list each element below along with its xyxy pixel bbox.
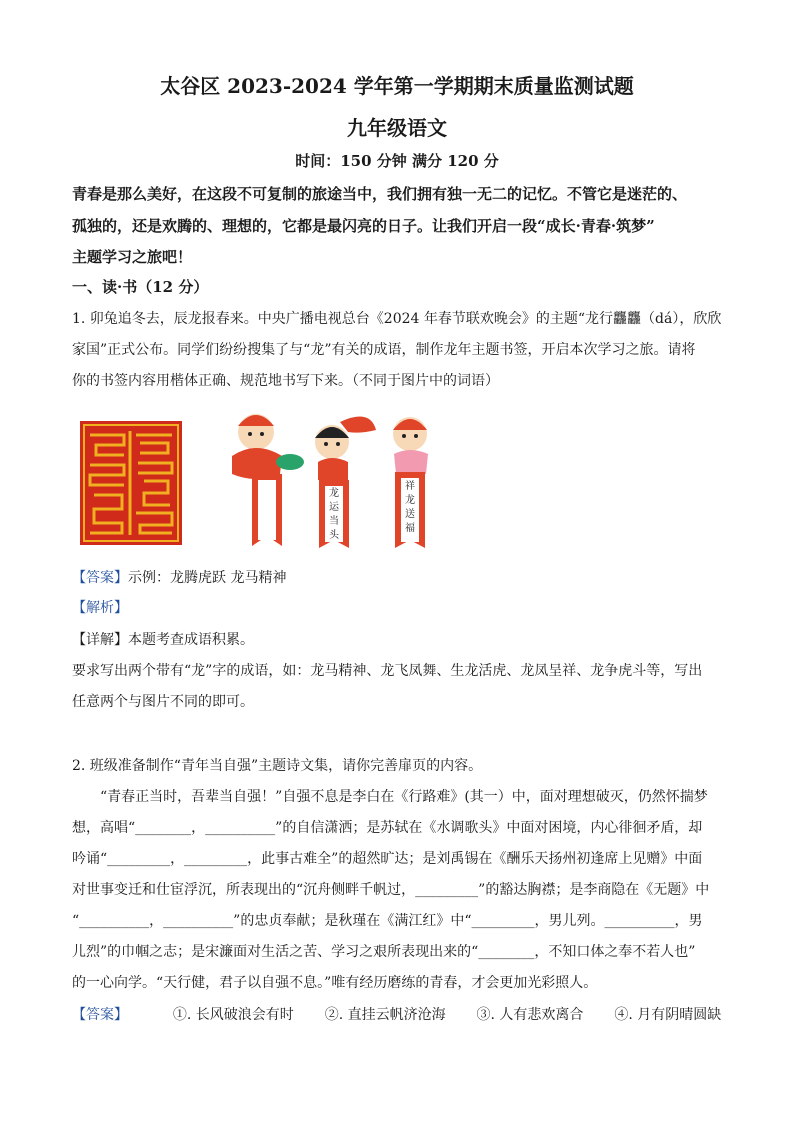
q2-line-1: 2. 班级准备制作“青年当自强”主题诗文集，请你完善扉页的内容。 [72,758,483,774]
q2-paragraph-2: 想，高唱“________，__________”的自信潇洒；是苏轼在《水调歌头》中面对困境，内心徘徊矛盾，却 [72,820,703,836]
bookmark-1 [232,414,304,546]
bookmark-3-char: 祥 [405,481,415,492]
q2-paragraph-3: 吟诵“_________，_________，此事古难全”的超然旷达；是刘禹锡在《酬乐天扬州初逢席上见赠》中面 [72,851,703,867]
bookmark-3-char: 福 [405,523,415,534]
answer-item [325,1007,446,1023]
q1-detail-row [72,629,254,649]
answer-text: . 长风破浪会有时 [186,1007,294,1023]
intro-line-3: 主题学习之旅吧！ [72,248,193,266]
answer-number: ④ [614,1007,629,1023]
intro-line-1: 青春是那么美好，在这段不可复制的旅途当中，我们拥有独一无二的记忆。不管它是迷茫的、 [72,185,688,203]
bookmark-2-char: 龙 [329,488,339,499]
answer-text: . 人有悲欢离合 [490,1007,584,1023]
q1-explain-2: 任意两个与图片不同的即可。 [72,694,254,710]
answer-text: . 月有阴晴圆缺 [628,1007,722,1023]
detail-tag: 【详解】 [72,632,128,648]
answer-tag: 【答案】 [72,570,128,586]
bookmark-2-char: 头 [329,530,339,541]
bookmark-3-char: 送 [405,509,415,520]
intro-line-2: 孤独的，还是欢腾的、理想的，它都是最闪亮的日子。让我们开启一段“成长·青春·筑梦” [72,217,655,235]
answer-text: . 直挂云帆济沧海 [338,1007,446,1023]
answer-item [173,1007,294,1023]
answer-number: ① [172,1007,187,1023]
q2-paragraph-6: 儿烈”的巾帼之志；是宋濂面对生活之苦、学习之艰所表现出来的“________，不知口体之奉不若人也” [72,944,696,960]
bookmark-2-char: 运 [329,502,339,513]
analysis-tag: 【解析】 [72,600,128,616]
bookmark-3-text [401,480,419,536]
q1-line-3: 你的书签内容用楷体正确、规范地书写下来。（不同于图片中的词语） [72,373,499,389]
q1-line-2: 家国”正式公布。同学们纷纷搜集了与“龙”有关的成语，制作龙年主题书签，开启本次学习之旅。请将 [72,342,696,358]
q2-paragraph-4: 对世事变迁和仕宦浮沉，所表现出的“沉舟侧畔千帆过，_________”的豁达胸襟；是李商隐在《无题》中 [72,882,710,898]
q2-paragraph-7: 的一心向学。“天行健，君子以自强不息。”唯有经历磨练的青春，才会更加光彩照人。 [72,975,598,991]
answer-number: ② [324,1007,339,1023]
q1-answer-row [72,567,286,587]
dragon-seal-image [80,421,182,545]
section-heading: 一、读·书（12 分） [72,278,209,296]
q1-line-1: 1. 卯兔追冬去，辰龙报春来。中央广播电视总台《2024 年春节联欢晚会》的主题“龙行龘龘（dá），欣欣 [72,311,722,327]
q2-paragraph-5: “__________，__________”的忠贞奉献；是秋瑾在《满江红》中“_________，男儿列。__________，男 [72,913,703,929]
q2-answer-row [72,1004,721,1024]
detail-text: 本题考查成语积累。 [128,632,254,648]
time-info: 时间：150 分钟 满分 120 分 [295,152,499,170]
bookmark-3-char: 龙 [405,495,415,506]
answer-number: ③ [476,1007,491,1023]
answer-text: 示例：龙腾虎跃 龙马精神 [128,570,287,586]
bookmark-2-char: 当 [329,516,339,527]
answer-item [477,1007,584,1023]
answer-tag: 【答案】 [72,1007,128,1023]
answer-item [614,1007,721,1023]
bookmark-2-text [325,487,343,543]
document-subtitle: 九年级语文 [347,116,447,140]
q2-paragraph-1: “青春正当时，吾辈当自强！”自强不息是李白在《行路难》(其一）中，面对理想破灭，仍然怀揣梦 [100,789,708,805]
q1-explain-1: 要求写出两个带有“龙”字的成语，如：龙马精神、龙飞凤舞、生龙活虎、龙凤呈祥、龙争虎斗等，写出 [72,663,703,679]
document-title: 太谷区 2023-2024 学年第一学期期末质量监测试题 [160,74,634,98]
